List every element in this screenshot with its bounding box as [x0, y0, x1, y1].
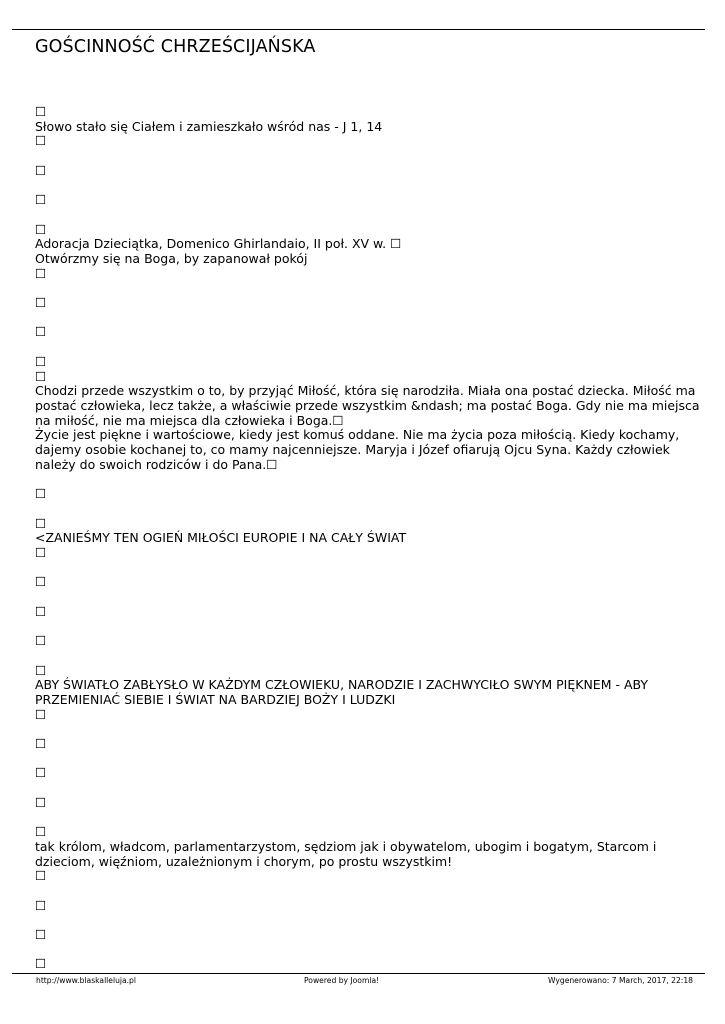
image-caption: Otwórzmy się na Boga, by zapanował pokój: [35, 250, 308, 266]
placeholder-icon: ☐: [35, 603, 47, 619]
placeholder-icon: ☐: [35, 324, 47, 340]
placeholder-icon: ☐: [35, 927, 47, 943]
placeholder-icon: ☐: [35, 104, 47, 119]
placeholder-icon: ☐: [35, 662, 47, 678]
placeholder-icon: ☐: [35, 162, 47, 178]
placeholder-icon: ☐: [35, 633, 47, 649]
placeholder-icon: ☐: [35, 736, 47, 752]
placeholder-icon: ☐: [35, 897, 47, 913]
placeholder-icon: ☐: [35, 368, 47, 384]
section-heading: ABY ŚWIATŁO ZABŁYSŁO W KAŻDYM CZŁOWIEKU, NARODZIE I ZACHWYCIŁO SWYM PIĘKNEM - ABY PRZEMIENIAĆ SIEBIE I ŚWIAT NA BARDZIEJ BOŻY I LUDZKI: [35, 677, 649, 707]
placeholder-icon: ☐: [266, 456, 278, 472]
placeholder-icon: ☐: [35, 706, 47, 722]
placeholder-icon: ☐: [35, 265, 47, 281]
placeholder-icon: ☐: [35, 221, 47, 237]
section-heading: <ZANIEŚMY TEN OGIEŃ MIŁOŚCI EUROPIE I NA CAŁY ŚWIAT: [35, 530, 407, 546]
placeholder-icon: ☐: [35, 765, 47, 781]
placeholder-icon: ☐: [35, 515, 47, 531]
placeholder-icon: ☐: [386, 236, 402, 252]
caption-text: Adoracja Dzieciątka, Domenico Ghirlandaio, II poł. XV w.: [35, 236, 387, 252]
body-paragraph: [35, 428, 703, 472]
image-caption: Słowo stało się Ciałem i zamieszkało wśród nas - J 1, 14: [35, 118, 383, 134]
footer-site-url[interactable]: http://www.blaskalleluja.pl: [36, 976, 136, 985]
page-title: GOŚCINNOŚĆ CHRZEŚCIJAŃSKA: [35, 37, 316, 57]
body-paragraph: [35, 384, 703, 428]
paragraph-text: Życie jest piękne i wartościowe, kiedy jest komuś oddane. Nie ma życia poza miłością. Kiedy kochamy, dajemy osobie kochanej to, co mamy najcenniejsze. Maryja i Józef ofiarują Ojcu Syna. Każdy człowiek należy do swoich rodziców i do Pana.: [35, 427, 680, 472]
placeholder-icon: ☐: [35, 133, 47, 149]
placeholder-icon: ☐: [35, 544, 47, 560]
placeholder-icon: ☐: [35, 192, 47, 208]
top-divider: [12, 29, 705, 30]
bottom-divider: [12, 973, 705, 974]
placeholder-icon: ☐: [35, 295, 47, 311]
paragraph-text: Chodzi przede wszystkim o to, by przyjąć Miłość, która się narodziła. Miała ona postać dziecka. Miłość ma postać człowieka, lecz także, a właściwie przede wszystkim &ndash; ma postać Boga. Gdy nie ma miejsca na miłość, nie ma miejsca dla człowieka i Boga.: [35, 383, 700, 428]
image-caption: [35, 237, 703, 252]
body-paragraph: tak królom, władcom, parlamentarzystom, sędziom jak i obywatelom, ubogim i bogatym, Starcom i dzieciom, więźniom, uzależnionym i chorym, po prostu wszystkim!: [35, 838, 657, 869]
article-body: [35, 105, 703, 972]
placeholder-icon: ☐: [35, 353, 47, 369]
footer-powered-by: Powered by Joomla!: [304, 976, 380, 985]
placeholder-icon: ☐: [35, 574, 47, 590]
placeholder-icon: ☐: [332, 412, 344, 428]
placeholder-icon: ☐: [35, 824, 47, 840]
placeholder-icon: ☐: [35, 956, 47, 972]
placeholder-icon: ☐: [35, 794, 47, 810]
placeholder-icon: ☐: [35, 486, 47, 502]
placeholder-icon: ☐: [35, 868, 47, 884]
footer-generated-date: Wygenerowano: 7 March, 2017, 22:18: [548, 976, 694, 985]
